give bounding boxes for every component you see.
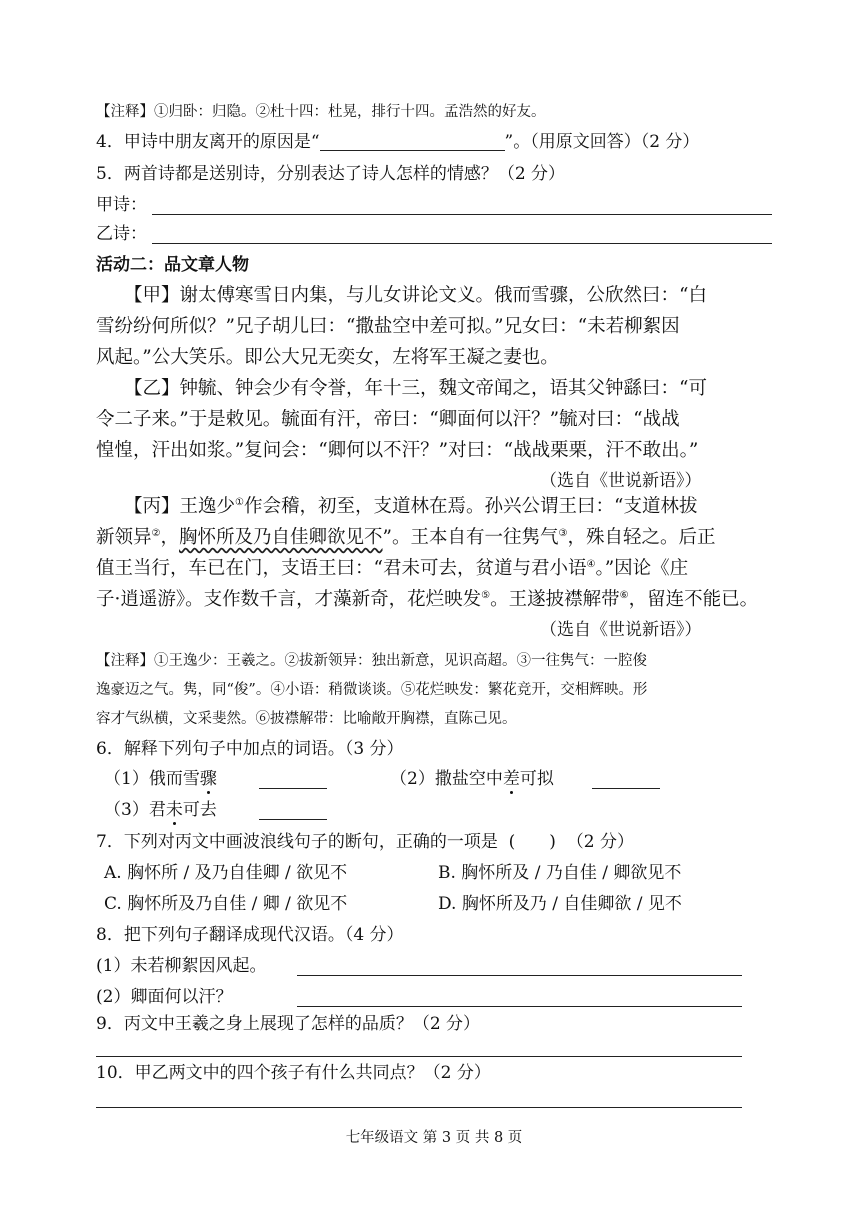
page-footer: 七年级语文 第 3 页 共 8 页 xyxy=(345,1130,523,1146)
passage-jia-line: 雪纷纷何所似？”兄子胡儿曰：“撒盐空中差可拟。”兄女曰：“未若柳絮因 xyxy=(96,316,680,337)
q8-answer-line-1[interactable] xyxy=(297,975,742,976)
question-5: 5．两首诗都是送别诗，分别表达了诗人怎样的情感？（2 分） xyxy=(96,164,566,184)
note-line: 【注释】①王逸少：王羲之。②拔新领异：独出新意，见识高超。③一往隽气：一腔俊 xyxy=(96,653,647,669)
q6-item-3: （3）君未可去 xyxy=(104,800,217,820)
q5-jia-answer-line[interactable] xyxy=(152,214,772,215)
question-7: 7．下列对丙文中画波浪线句子的断句，正确的一项是 ( ) （2 分） xyxy=(96,832,634,852)
q10-answer-line[interactable] xyxy=(96,1107,742,1108)
q9-answer-line[interactable] xyxy=(96,1056,742,1057)
note-top: 【注释】①归卧：归隐。②杜十四：杜晃，排行十四。孟浩然的好友。 xyxy=(96,104,546,120)
q6-item-2-blank[interactable] xyxy=(592,788,660,789)
q7-option-d: D. 胸怀所及乃 / 自佳卿欲 / 见不 xyxy=(438,894,682,914)
wavy-underlined-sentence: 胸怀所及乃自佳卿欲见不 xyxy=(179,527,383,548)
q7-option-b: B. 胸怀所及 / 乃自佳 / 卿欲见不 xyxy=(438,863,682,883)
q4-text-post: ”。（用原文回答）（2 分） xyxy=(504,132,700,152)
question-8: 8．把下列句子翻译成现代汉语。（4 分） xyxy=(96,925,404,945)
question-4 xyxy=(96,134,699,151)
q8-answer-line-2[interactable] xyxy=(297,1006,742,1007)
q8-sentence-1: (1）未若柳絮因风起。 xyxy=(96,956,267,976)
q6-item-1-blank[interactable] xyxy=(259,788,327,789)
q6-item-2: （2）撒盐空中差可拟 xyxy=(390,769,554,789)
passage-jia-line: 风起。”公大笑乐。即公大兄无奕女，左将军王凝之妻也。 xyxy=(96,347,559,368)
q4-answer-blank[interactable] xyxy=(320,134,505,151)
q5-yi-answer-line[interactable] xyxy=(152,243,772,244)
note-line: 逸豪迈之气。隽，同“俊”。④小语：稍微谈谈。⑤花烂映发：繁花竞开，交相辉映。形 xyxy=(96,682,648,698)
q7-option-a: A. 胸怀所 / 及乃自佳卿 / 欲见不 xyxy=(104,863,348,883)
q5-jia-label: 甲诗： xyxy=(96,195,147,215)
q6-item-3-blank[interactable] xyxy=(259,819,327,820)
question-9: 9．丙文中王羲之身上展现了怎样的品质？（2 分） xyxy=(96,1014,481,1034)
passage-yi-line: 令二子来。”于是敕见。毓面有汗，帝曰：“卿面何以汗？”毓对曰：“战战 xyxy=(96,409,680,430)
q5-yi-label: 乙诗： xyxy=(96,224,147,244)
passage-yi-line: 惶惶，汗出如浆。”复问会：“卿何以不汗？”对曰：“战战栗栗，汗不敢出。” xyxy=(96,440,699,461)
q8-sentence-2: (2）卿面何以汗？ xyxy=(96,987,233,1007)
q7-option-c: C. 胸怀所及乃自佳 / 卿 / 欲见不 xyxy=(104,894,348,914)
q6-item-1: （1）俄而雪骤 xyxy=(104,769,217,789)
passage-bing-line: 值王当行，车已在门，支语王曰：“君未可去，贫道与君小语④。”因论《庄 xyxy=(96,558,689,579)
passage-yi-line: 【乙】钟毓、钟会少有令誉，年十三，魏文帝闻之，语其父钟繇曰：“可 xyxy=(124,378,707,399)
question-10: 10．甲乙两文中的四个孩子有什么共同点？（2 分） xyxy=(96,1063,491,1083)
passage-bing-line: 新领异②，胸怀所及乃自佳卿欲见不”。王本自有一往隽气③，殊自轻之。后正 xyxy=(96,527,716,548)
passage-bing-line: 【丙】王逸少①作会稽，初至，支道林在焉。孙兴公谓王曰：“支道林拔 xyxy=(124,496,698,517)
source-citation: （选自《世说新语》） xyxy=(540,471,702,491)
passage-bing-line: 子·逍遥游》。支作数千言，才藻新奇，花烂映发⑤。王遂披襟解带⑥，留连不能已。 xyxy=(96,589,759,610)
q4-text-pre: 4．甲诗中朋友离开的原因是“ xyxy=(96,132,320,152)
note-line: 容才气纵横，文采斐然。⑥披襟解带：比喻敞开胸襟，直陈己见。 xyxy=(96,711,517,727)
passage-jia-line: 【甲】谢太傅寒雪日内集，与儿女讲论文义。俄而雪骤，公欣然曰：“白 xyxy=(124,285,707,306)
activity-2-heading: 活动二：品文章人物 xyxy=(96,255,249,275)
source-citation: （选自《世说新语》） xyxy=(540,620,702,640)
question-6: 6．解释下列句子中加点的词语。（3 分） xyxy=(96,739,404,759)
q7-answer-paren[interactable]: ( ) xyxy=(508,832,556,852)
